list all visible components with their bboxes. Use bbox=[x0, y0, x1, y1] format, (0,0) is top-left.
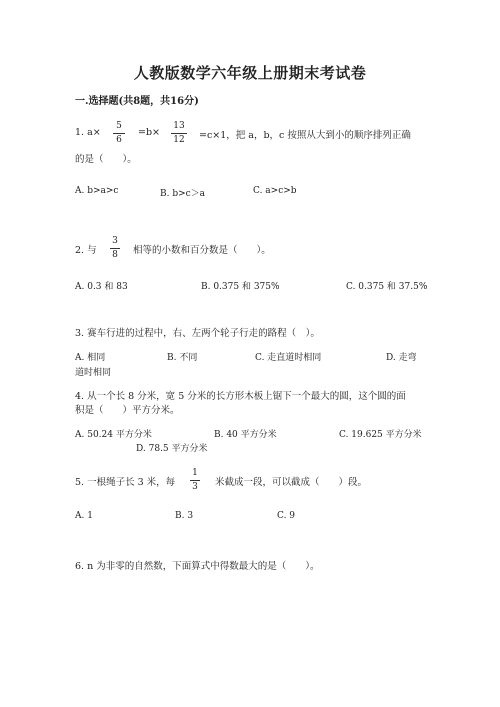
fraction-denominator: 8 bbox=[112, 250, 118, 260]
q5-option-c[interactable]: C. 9 bbox=[277, 511, 296, 521]
q2-fraction bbox=[110, 236, 120, 261]
q2-text-pre: 2. 与 bbox=[75, 245, 97, 256]
q5-option-b[interactable]: B. 3 bbox=[175, 511, 194, 521]
q4-option-d[interactable]: D. 78.5 平方分米 bbox=[136, 444, 208, 454]
fraction-numerator: 1 bbox=[192, 468, 198, 478]
q4-text-line2: 积是（ ）平方分米。 bbox=[75, 405, 180, 416]
q1-option-c[interactable]: C. a>c>b bbox=[253, 186, 297, 196]
q3-option-d[interactable]: D. 走弯 bbox=[386, 353, 417, 363]
fraction-denominator: 3 bbox=[192, 482, 198, 492]
fraction-denominator: 6 bbox=[116, 135, 122, 145]
fraction-numerator: 13 bbox=[173, 121, 185, 131]
q6-text: 6. n 为非零的自然数，下面算式中得数最大的是（ ）。 bbox=[75, 561, 320, 572]
q3-option-b[interactable]: B. 不同 bbox=[167, 353, 198, 363]
q1-fraction-2 bbox=[171, 121, 187, 146]
fraction-bar bbox=[190, 480, 200, 481]
page-title: 人教版数学六年级上册期末考试卷 bbox=[133, 64, 367, 82]
section-heading: 一.选择题(共8题，共16分) bbox=[75, 96, 199, 107]
q5-option-a[interactable]: A. 1 bbox=[75, 511, 93, 521]
q2-text-post: 相等的小数和百分数是（ ）。 bbox=[133, 245, 271, 256]
q5-text-post: 米截成一段，可以截成（ ）段。 bbox=[215, 477, 368, 488]
q4-option-a[interactable]: A. 50.24 平方分米 bbox=[75, 430, 152, 440]
q5-fraction bbox=[190, 468, 200, 493]
q3-option-a[interactable]: A. 相同 bbox=[75, 353, 106, 363]
fraction-numerator: 3 bbox=[112, 236, 118, 246]
q2-option-b[interactable]: B. 0.375 和 375% bbox=[201, 282, 280, 292]
q4-option-b[interactable]: B. 40 平方分米 bbox=[214, 430, 277, 440]
q1-text-c: =c×1，把 a，b，c 按照从大到小的顺序排列正确 bbox=[199, 130, 411, 141]
q3-option-c[interactable]: C. 走直道时相同 bbox=[255, 353, 322, 363]
fraction-bar bbox=[171, 133, 187, 134]
fraction-bar bbox=[113, 133, 125, 134]
fraction-numerator: 5 bbox=[116, 121, 122, 131]
q4-text-line1: 4. 从一个长 8 分米，宽 5 分米的长方形木板上锯下一个最大的圆，这个圆的面 bbox=[75, 391, 406, 402]
q1-text-line2: 的是（ ）。 bbox=[75, 154, 137, 165]
q4-option-c[interactable]: C. 19.625 平方分米 bbox=[339, 430, 422, 440]
q5-text-pre: 5. 一根绳子长 3 米，每 bbox=[75, 477, 176, 488]
fraction-denominator: 12 bbox=[173, 135, 185, 145]
q1-fraction-1 bbox=[113, 121, 125, 146]
q1-option-a[interactable]: A. b>a>c bbox=[75, 186, 119, 196]
q2-option-c[interactable]: C. 0.375 和 37.5% bbox=[346, 282, 428, 292]
q1-text-b: =b× bbox=[138, 127, 161, 138]
q1-option-b[interactable]: B. b>c＞a bbox=[160, 189, 206, 199]
q1-text-a: 1. a× bbox=[75, 127, 101, 138]
q3-option-d-continued: 道时相同 bbox=[75, 368, 112, 378]
q3-text: 3. 赛车行进的过程中，右、左两个轮子行走的路程（ ）。 bbox=[75, 328, 320, 339]
fraction-bar bbox=[110, 248, 120, 249]
q2-option-a[interactable]: A. 0.3 和 83 bbox=[75, 282, 128, 292]
